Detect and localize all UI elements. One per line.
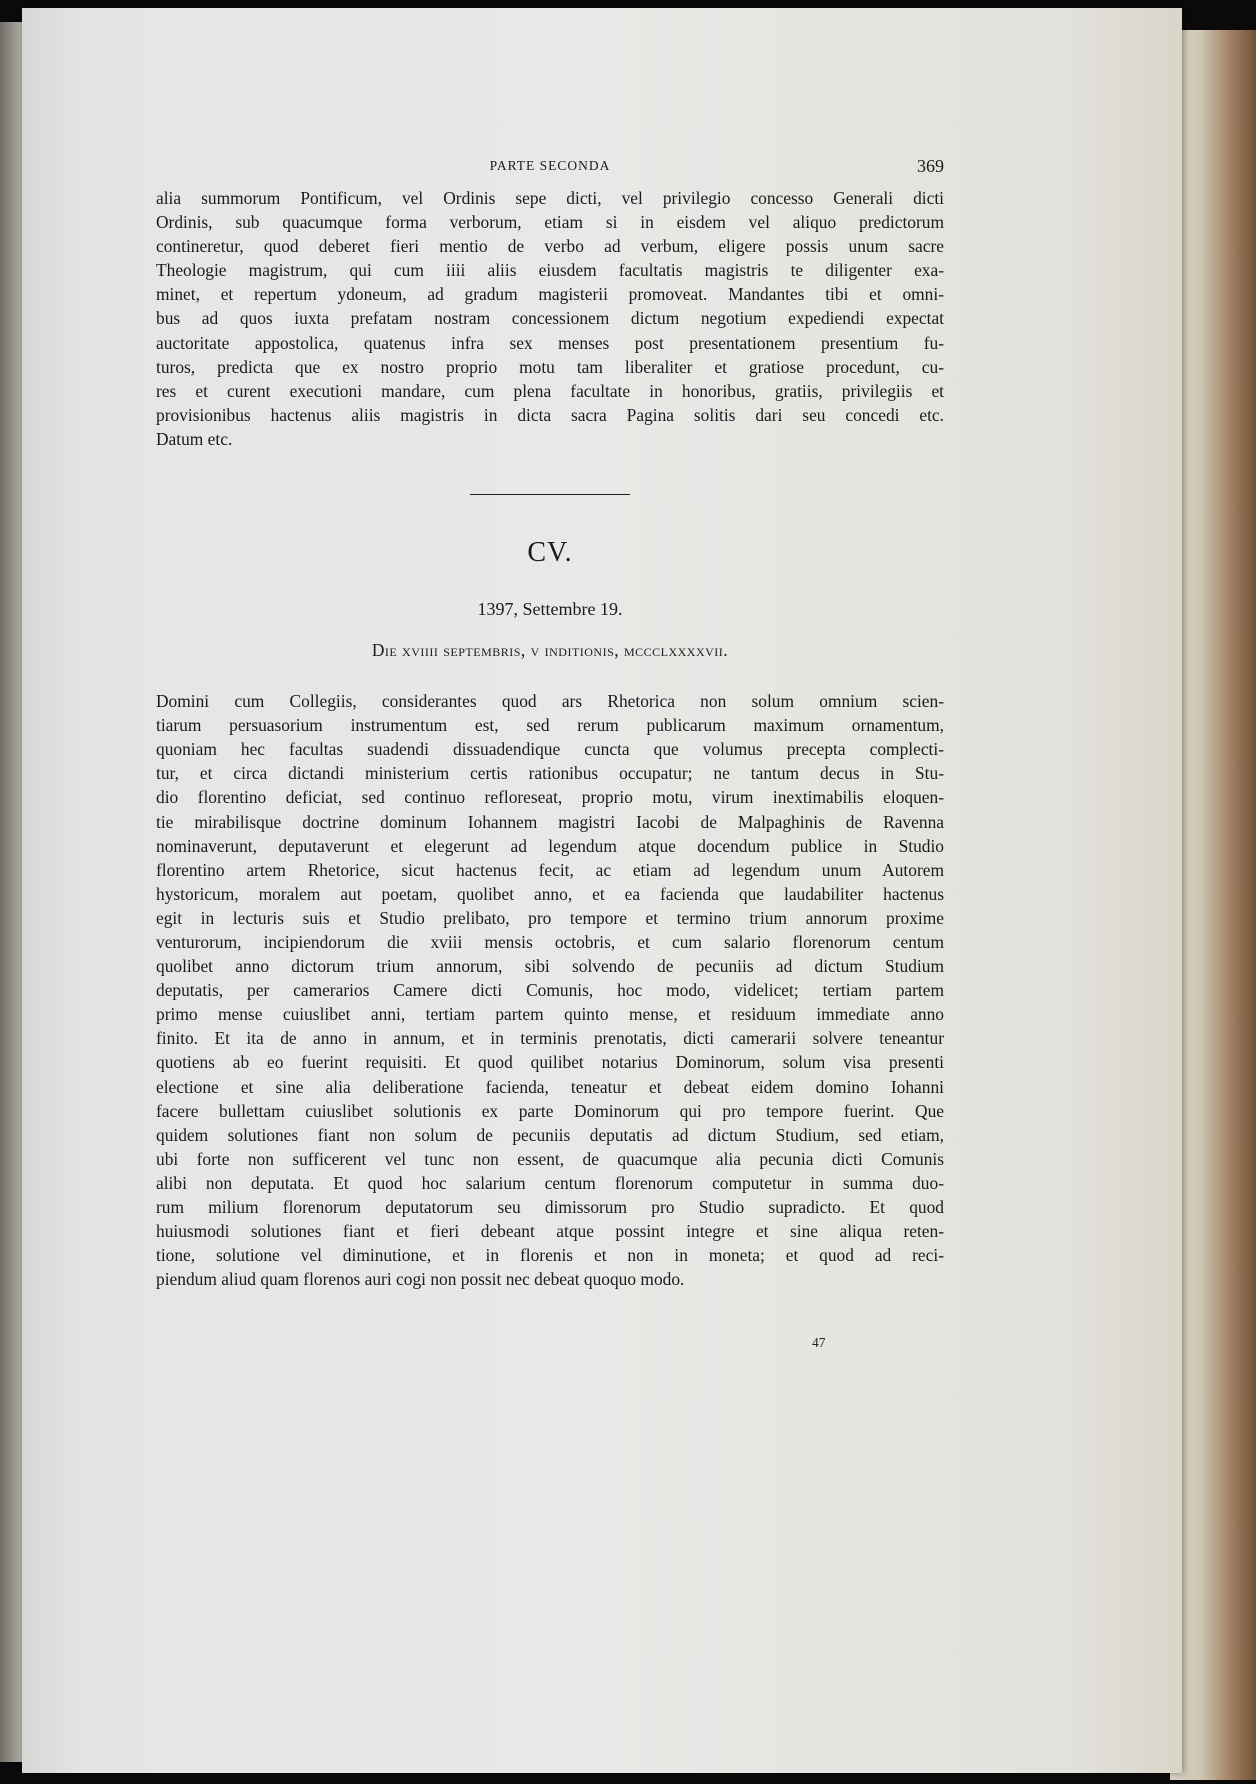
- text-line: tie mirabilisque doctrine dominum Iohannem magistri Iacobi de Malpaghinis de Ravenna: [156, 811, 944, 832]
- text-line: minet, et repertum ydoneum, ad gradum magisterii promoveat. Mandantes tibi et omni-: [156, 284, 944, 305]
- text-line: egit in lecturis suis et Studio prelibato, pro tempore et termino trium annorum proxime: [156, 907, 944, 928]
- text-line: deputatis, per camerarios Camere dicti Comunis, hoc modo, videlicet; tertiam partem: [156, 980, 944, 1001]
- paragraph-document-text: [156, 689, 944, 1291]
- text-line: res et curent executioni mandare, cum plena facultate in honoribus, gratiis, privilegiis et: [156, 380, 944, 401]
- signature-mark: 47: [812, 1335, 826, 1350]
- text-line: tiarum persuasorium instrumentum est, sed rerum publicarum maximum ornamentum,: [156, 715, 944, 736]
- text-line: ubi forte non sufficerent vel tunc non essent, de quacumque alia pecunia dicti Comunis: [156, 1148, 944, 1169]
- section-divider: [470, 494, 630, 495]
- text-line: Ordinis, sub quacumque forma verborum, etiam si in eisdem vel aliquo predictorum: [156, 212, 944, 233]
- document-dateline: Die xviiii septembris, v inditionis, mccclxxxxvii.: [371, 640, 729, 661]
- text-line: contineretur, quod deberet fieri mentio de verbo ad verbum, eligere possis unum sacre: [156, 236, 944, 257]
- page-number: 369: [917, 156, 944, 176]
- text-line: alia summorum Pontificum, vel Ordinis sepe dicti, vel privilegio concesso Generali dicti: [156, 188, 944, 208]
- text-line: turos, predicta que ex nostro proprio motu tam liberaliter et gratiose procedunt, cu-: [156, 356, 944, 377]
- text-line: quoniam hec facultas suadendi dissuadendique cuncta que volumus precepta complecti-: [156, 739, 944, 760]
- text-line: primo mense cuiuslibet anni, tertiam partem quinto mense, et residuum immediate anno: [156, 1004, 944, 1025]
- text-line: piendum aliud quam florenos auri cogi non possit nec debeat quoquo modo.: [156, 1269, 685, 1290]
- text-line: quotiens ab eo fuerint requisiti. Et quod quilibet notarius Dominorum, solum visa presenti: [156, 1052, 944, 1073]
- book-page: [22, 8, 1182, 1773]
- text-line: rum milium florenorum deputatorum seu dimissorum pro Studio supradicto. Et quod: [156, 1197, 944, 1217]
- text-block: [156, 158, 944, 1291]
- text-line: quidem solutiones fiant non solum de pecuniis deputatis ad dictum Studium, sed etiam,: [156, 1124, 944, 1145]
- book-fore-edge: [1170, 30, 1256, 1780]
- text-line: provisionibus hactenus aliis magistris in dicta sacra Pagina solitis dari seu concedi etc.: [156, 404, 944, 425]
- document-date: 1397, Settembre 19.: [477, 599, 623, 620]
- text-line: finito. Et ita de anno in annum, et in terminis prenotatis, dicti camerarii solvere teneantur: [156, 1028, 944, 1049]
- text-line: florentino artem Rhetorice, sicut hactenus fecit, ac etiam ad legendum unum Autorem: [156, 859, 944, 880]
- document-number: CV.: [527, 537, 573, 569]
- text-line: Datum etc.: [156, 428, 233, 449]
- text-line: auctoritate appostolica, quatenus infra sex menses post presentationem presentium fu-: [156, 332, 944, 353]
- text-line: bus ad quos iuxta prefatam nostram concessionem dictum negotium expediendi expectat: [156, 308, 944, 329]
- text-line: tur, et circa dictandi ministerium certis rationibus occupatur; ne tantum decus in Stu-: [156, 763, 944, 784]
- running-title: PARTE SECONDA: [489, 158, 611, 173]
- text-line: nominaverunt, deputaverunt et elegerunt ad legendum atque docendum publice in Studio: [156, 835, 944, 856]
- text-line: hystoricum, moralem aut poetam, quolibet anno, et ea facienda que laudabiliter hactenus: [156, 883, 944, 904]
- text-line: facere bullettam cuiuslibet solutionis ex parte Dominorum qui pro tempore fuerint. Que: [156, 1100, 944, 1121]
- paragraph-continued: [156, 186, 944, 451]
- text-line: Domini cum Collegiis, considerantes quod ars Rhetorica non solum omnium scien-: [156, 691, 944, 712]
- text-line: electione et sine alia deliberatione facienda, teneatur et debeat eidem domino Iohanni: [156, 1076, 944, 1097]
- text-line: Theologie magistrum, qui cum iiii aliis eiusdem facultatis magistris te diligenter exa-: [156, 260, 944, 281]
- text-line: quolibet anno dictorum trium annorum, sibi solvendo de pecuniis ad dictum Studium: [156, 956, 944, 977]
- text-line: dio florentino deficiat, sed continuo refloreseat, proprio motu, virum inextimabilis eloquen-: [156, 787, 944, 808]
- running-head: [156, 158, 944, 186]
- text-line: tione, solutione vel diminutione, et in florenis et non in moneta; et quod ad reci-: [156, 1245, 944, 1266]
- text-line: huiusmodi solutiones fiant et fieri debeant atque possint integre et sine aliqua reten-: [156, 1221, 944, 1242]
- text-line: alibi non deputata. Et quod hoc salarium centum florenorum computetur in summa duo-: [156, 1172, 944, 1193]
- text-line: venturorum, incipiendorum die xviii mensis octobris, et cum salario florenorum centum: [156, 931, 944, 952]
